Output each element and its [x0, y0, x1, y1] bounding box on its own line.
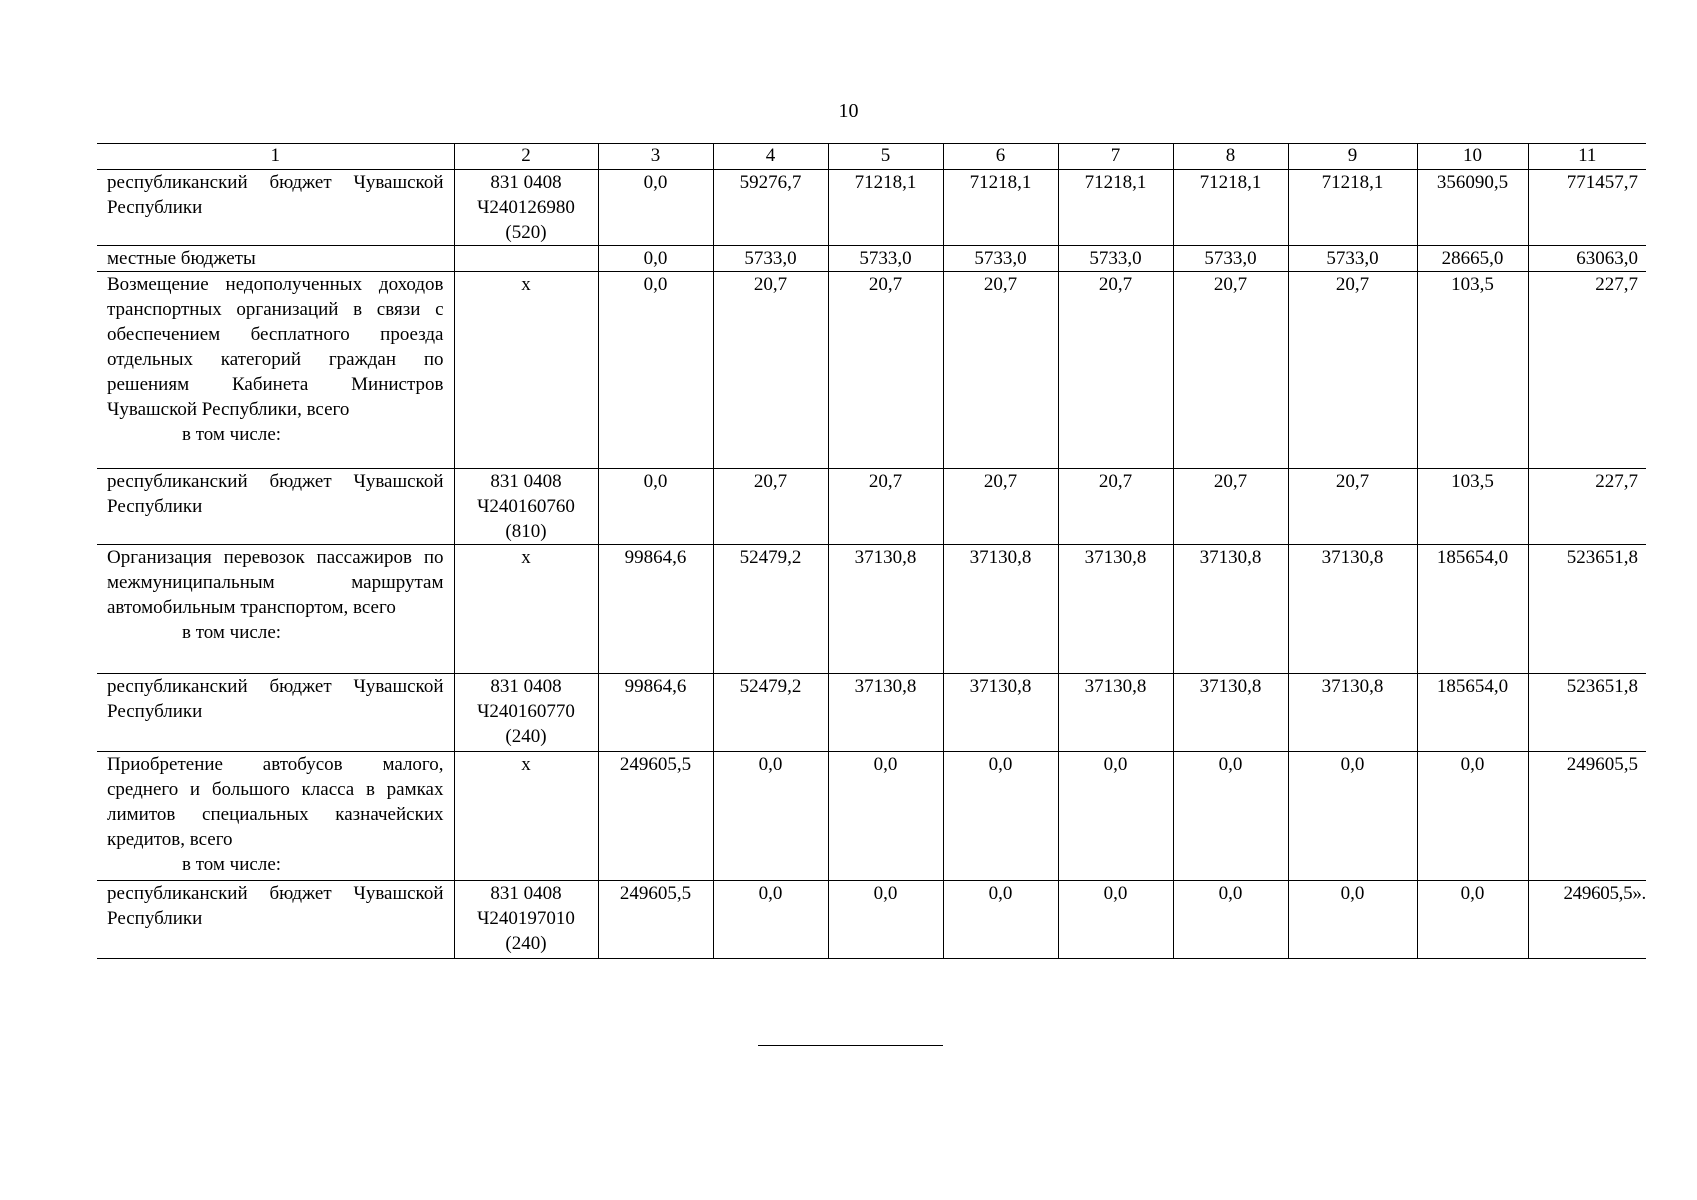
table-row: [97, 272, 1646, 469]
value-cell: 71218,1: [1058, 170, 1173, 246]
value-cell: 0,0: [828, 881, 943, 959]
value-cell: 52479,2: [713, 674, 828, 752]
value-cell: 71218,1: [943, 170, 1058, 246]
budget-code: x: [454, 752, 598, 881]
value-cell: 37130,8: [1288, 674, 1417, 752]
table-row: [97, 545, 1646, 674]
budget-code: 831 0408 Ч240160760 (810): [454, 469, 598, 545]
value-cell: 20,7: [713, 272, 828, 469]
value-cell: 249605,5: [598, 881, 713, 959]
value-cell: 37130,8: [1173, 674, 1288, 752]
value-cell: 37130,8: [943, 545, 1058, 674]
budget-code: 831 0408 Ч240197010 (240): [454, 881, 598, 959]
value-cell: 356090,5: [1417, 170, 1528, 246]
column-number: 6: [943, 144, 1058, 170]
value-cell: 0,0: [598, 272, 713, 469]
row-description: [97, 545, 454, 674]
value-cell: 249605,5: [1528, 752, 1646, 881]
value-cell: 249605,5».: [1528, 881, 1646, 959]
value-cell: 523651,8: [1528, 674, 1646, 752]
column-number: 9: [1288, 144, 1417, 170]
value-cell: 0,0: [598, 469, 713, 545]
row-description: [97, 752, 454, 881]
row-description-text: местные бюджеты: [107, 248, 256, 269]
value-cell: 20,7: [828, 469, 943, 545]
table-row: [97, 469, 1646, 545]
value-cell: 0,0: [943, 881, 1058, 959]
budget-code: 831 0408 Ч240126980 (520): [454, 170, 598, 246]
column-number: 10: [1417, 144, 1528, 170]
value-cell: 0,0: [1173, 752, 1288, 881]
row-subheading: в том числе:: [182, 622, 282, 643]
row-description-text: Возмещение недополученных доходов транспортных организаций в связи с обеспечением бесплатного проезда отдельных категорий граждан по решениям Кабинета Министров Чувашской Республики, всего: [107, 274, 444, 420]
value-cell: 0,0: [598, 246, 713, 272]
value-cell: 0,0: [1058, 881, 1173, 959]
value-cell: 0,0: [943, 752, 1058, 881]
value-cell: 37130,8: [828, 674, 943, 752]
column-number: 2: [454, 144, 598, 170]
value-cell: 20,7: [828, 272, 943, 469]
value-cell: 103,5: [1417, 469, 1528, 545]
value-cell: 37130,8: [1173, 545, 1288, 674]
budget-code: x: [454, 272, 598, 469]
value-cell: 5733,0: [1058, 246, 1173, 272]
row-description-text: республиканский бюджет Чувашской Республики: [107, 883, 444, 929]
budget-code: x: [454, 545, 598, 674]
row-description: [97, 881, 454, 959]
value-cell: 71218,1: [1288, 170, 1417, 246]
row-subheading: в том числе:: [182, 854, 282, 875]
value-cell: 71218,1: [1173, 170, 1288, 246]
value-cell: 37130,8: [828, 545, 943, 674]
value-cell: 99864,6: [598, 674, 713, 752]
table-row: [97, 170, 1646, 246]
row-description: [97, 246, 454, 272]
value-cell: 20,7: [1288, 469, 1417, 545]
value-cell: 5733,0: [713, 246, 828, 272]
value-cell: 59276,7: [713, 170, 828, 246]
page-number: 10: [838, 100, 859, 122]
value-cell: 20,7: [1058, 272, 1173, 469]
row-description: [97, 674, 454, 752]
value-cell: 63063,0: [1528, 246, 1646, 272]
value-cell: 0,0: [1288, 752, 1417, 881]
column-number: 11: [1528, 144, 1646, 170]
value-cell: 20,7: [1058, 469, 1173, 545]
value-cell: 0,0: [828, 752, 943, 881]
value-cell: 20,7: [713, 469, 828, 545]
value-cell: 20,7: [943, 272, 1058, 469]
value-cell: 37130,8: [943, 674, 1058, 752]
value-cell: 0,0: [1173, 881, 1288, 959]
row-description-text: Организация перевозок пассажиров по межмуниципальным маршрутам автомобильным транспортом, всего: [107, 547, 444, 618]
budget-code: [454, 246, 598, 272]
column-number: 4: [713, 144, 828, 170]
value-cell: 103,5: [1417, 272, 1528, 469]
table-row: [97, 752, 1646, 881]
value-cell: 249605,5: [598, 752, 713, 881]
budget-table: [97, 143, 1646, 959]
column-number-row: [97, 144, 1646, 170]
value-cell: 5733,0: [943, 246, 1058, 272]
value-cell: 0,0: [713, 881, 828, 959]
value-cell: 71218,1: [828, 170, 943, 246]
value-cell: 0,0: [598, 170, 713, 246]
value-cell: 0,0: [1417, 881, 1528, 959]
value-cell: 185654,0: [1417, 674, 1528, 752]
value-cell: 28665,0: [1417, 246, 1528, 272]
value-cell: 0,0: [1417, 752, 1528, 881]
row-description: [97, 170, 454, 246]
value-cell: 523651,8: [1528, 545, 1646, 674]
value-cell: 771457,7: [1528, 170, 1646, 246]
row-description: [97, 469, 454, 545]
table-row: [97, 881, 1646, 959]
value-cell: 37130,8: [1288, 545, 1417, 674]
value-cell: 5733,0: [828, 246, 943, 272]
value-cell: 227,7: [1528, 272, 1646, 469]
column-number: 7: [1058, 144, 1173, 170]
row-subheading: в том числе:: [182, 424, 282, 445]
row-description-text: республиканский бюджет Чувашской Республики: [107, 676, 444, 722]
row-description: [97, 272, 454, 469]
footer-divider: [758, 1045, 943, 1046]
column-number: 1: [97, 144, 454, 170]
budget-code: 831 0408 Ч240160770 (240): [454, 674, 598, 752]
column-number: 3: [598, 144, 713, 170]
value-cell: 37130,8: [1058, 674, 1173, 752]
row-description-text: Приобретение автобусов малого, среднего и большого класса в рамках лимитов специальных казначейских кредитов, всего: [107, 754, 444, 850]
table-row: [97, 674, 1646, 752]
value-cell: 0,0: [1058, 752, 1173, 881]
value-cell: 52479,2: [713, 545, 828, 674]
value-cell: 5733,0: [1173, 246, 1288, 272]
value-cell: 5733,0: [1288, 246, 1417, 272]
row-description-text: республиканский бюджет Чувашской Республики: [107, 172, 444, 218]
value-cell: 20,7: [943, 469, 1058, 545]
column-number: 8: [1173, 144, 1288, 170]
column-number: 5: [828, 144, 943, 170]
row-description-text: республиканский бюджет Чувашской Республики: [107, 471, 444, 517]
value-cell: 20,7: [1288, 272, 1417, 469]
value-cell: 20,7: [1173, 272, 1288, 469]
value-cell: 0,0: [1288, 881, 1417, 959]
value-cell: 99864,6: [598, 545, 713, 674]
value-cell: 0,0: [713, 752, 828, 881]
table-row: [97, 246, 1646, 272]
value-cell: 185654,0: [1417, 545, 1528, 674]
value-cell: 227,7: [1528, 469, 1646, 545]
value-cell: 37130,8: [1058, 545, 1173, 674]
value-cell: 20,7: [1173, 469, 1288, 545]
